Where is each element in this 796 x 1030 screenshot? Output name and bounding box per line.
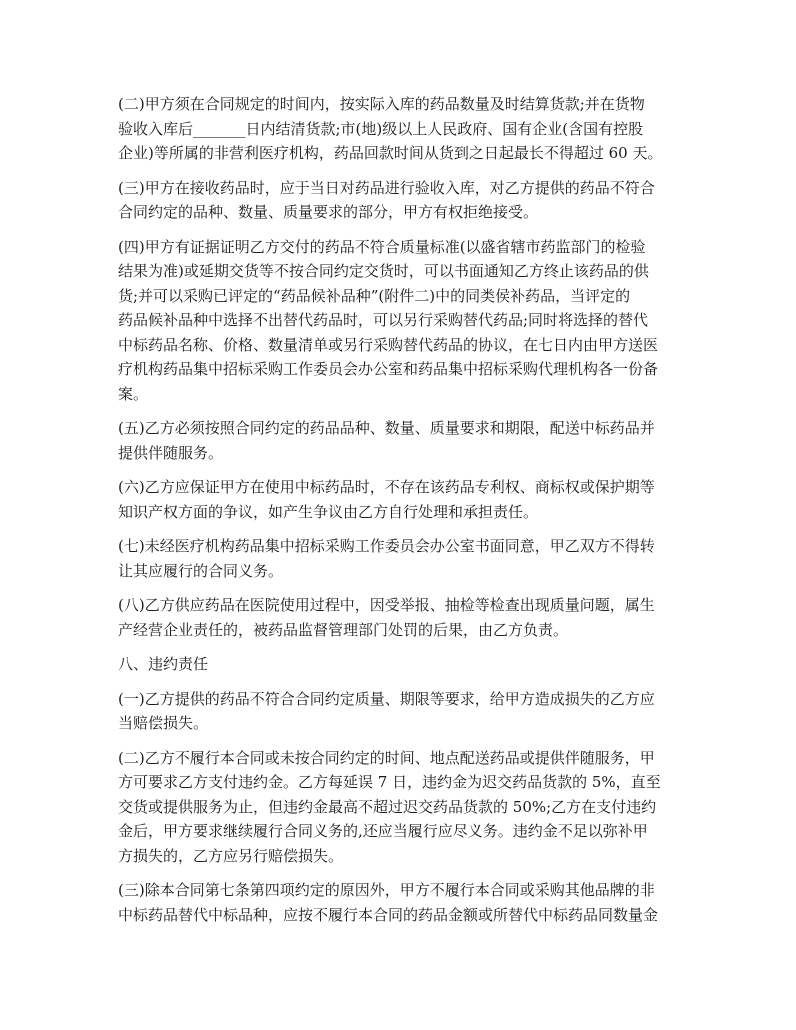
text-line: 企业)等所属的非营利医疗机构，药品回款时间从货到之日起最长不得超过 60 天。 [118,144,663,162]
paragraph-quality-termination [118,235,684,407]
text-line: (二)乙方不履行本合同或未按合同约定的时间、地点配送药品或提供伴随服务，甲 [118,748,655,767]
paragraph-breach-1 [118,687,684,736]
paragraph-acceptance [118,176,684,225]
text-line: (三)除本合同第七条第四项约定的原因外，甲方不履行本合同或采购其他品牌的非 [118,881,655,899]
paragraph-ip-rights [118,475,684,524]
text-line: 让其应履行的合同义务。 [118,561,284,580]
text-line: 产经营企业责任的，被药品监督管理部门处罚的后果，由乙方负责。 [118,620,569,639]
text-line: (八)乙方供应药品在医院使用过程中，因受举报、抽检等检查出现质量问题，属生 [118,596,655,614]
text-line: 验收入库后_______日内结清货款;市(地)级以上人民政府、国有企业(含国有控股 [118,119,644,138]
paragraph-breach-3 [118,878,684,927]
document-page [118,92,684,937]
text-line: 方可要求乙方支付违约金。乙方每延误 7 日，违约金为迟交药品货款的 5%，直至 [118,773,661,791]
text-line: (二)甲方须在合同规定的时间内，按实际入库的药品数量及时结算货款;并在货物 [118,95,645,113]
text-line: (一)乙方提供的药品不符合合同约定质量、期限等要求，给甲方造成损失的乙方应 [118,689,655,708]
text-line: 中标药品替代中标品种，应按不履行本合同的药品金额或所替代中标药品同数量金 [118,905,659,924]
text-line: (四)甲方有证据证明乙方交付的药品不符合质量标准(以盛省辖市药监部门的检验 [118,237,646,256]
text-line: 结果为准)或延期交货等不按合同约定交货时，可以书面通知乙方终止该药品的供 [118,262,649,280]
text-line: 方损失的，乙方应另行赔偿损失。 [118,846,344,865]
paragraph-no-transfer [118,534,684,583]
paragraph-breach-2 [118,746,684,869]
text-line: 药品候补品种中选择不出替代药品时，可以另行采购替代药品;同时将选择的替代 [118,311,649,329]
text-line: (六)乙方应保证甲方在使用中标药品时，不存在该药品专利权、商标权或保护期等 [118,478,655,496]
text-line: 合同约定的品种、数量、质量要求的部分，甲方有权拒绝接受。 [118,203,539,221]
text-line: 当赔偿损失。 [118,714,209,732]
text-line: 提供伴随服务。 [118,443,224,462]
text-line: (五)乙方必须按照合同约定的药品品种、数量、质量要求和期限，配送中标药品并 [118,419,655,437]
paragraph-quality-liability [118,593,684,642]
text-line: 案。 [118,384,149,403]
text-line: 中标药品名称、价格、数量清单或另行采购替代药品的协议，在七日内由甲方送医 [118,335,659,354]
text-line: 交货或提供服务为止，但违约金最高不超过迟交药品货款的 50%;乙方在支付违约 [118,797,657,816]
text-line: 疗机构药品集中招标采购工作委员会办公室和药品集中招标采购代理机构各一份备 [118,360,659,378]
text-line: (七)未经医疗机构药品集中招标采购工作委员会办公室书面同意，甲乙双方不得转 [118,537,655,555]
text-line: 知识产权方面的争议，如产生争议由乙方自行处理和承担责任。 [118,502,539,521]
paragraph-delivery [118,416,684,465]
text-line: 金后，甲方要求继续履行合同义务的,还应当履行应尽义务。违约金不足以弥补甲 [118,822,648,840]
text-line: (三)甲方在接收药品时，应于当日对药品进行验收入库，对乙方提供的药品不符合 [118,178,655,197]
section-title: 八、违约责任 [118,655,209,673]
text-line: 货;并可以采购已评定的“药品候补品种”(附件二)中的同类侯补药品，当评定的 [118,286,631,305]
paragraph-payment-terms [118,92,684,166]
section-heading-breach [118,652,684,677]
